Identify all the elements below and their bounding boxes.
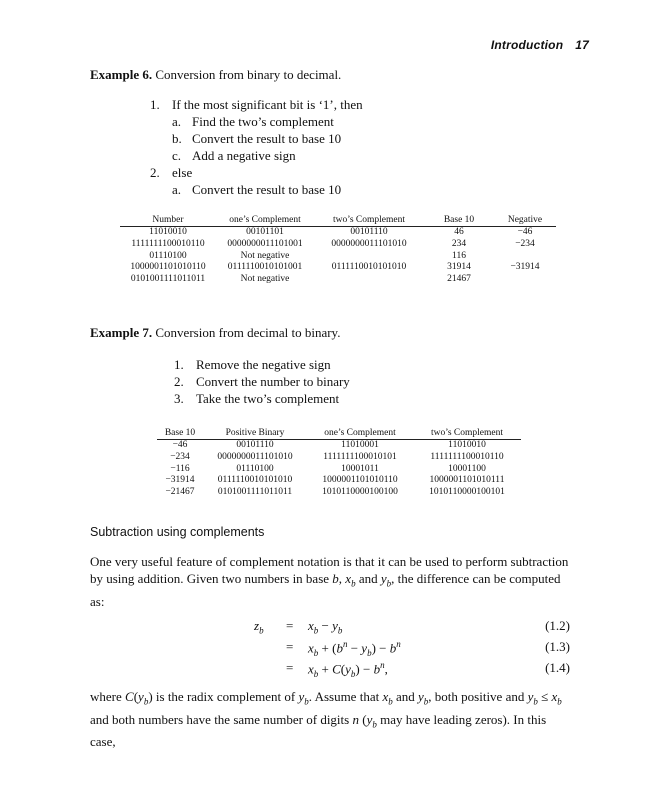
paragraph-continuation: where $C(y_b)$ is the radix complement of $y_b$. Assume that $x_b$ and $y_b$, both positive and $y_b \le x_b$ and both numbers have the same number of digits n ($y_b$ may have leading zeros). In this case, xyxy=(90,689,562,750)
table-cell: −31914 xyxy=(165,475,195,486)
table-cell: 10001100 xyxy=(448,463,486,474)
table-row xyxy=(157,440,521,452)
decimal-to-binary-table xyxy=(157,428,521,499)
table-cell: 1000001101010110 xyxy=(130,262,206,273)
table-cell: 0000000011101001 xyxy=(227,238,303,249)
table-cell: 00101101 xyxy=(246,227,284,237)
table-cell: 1111111100010110 xyxy=(430,451,504,462)
table-cell: −116 xyxy=(170,463,190,474)
section-title: Subtraction using complements xyxy=(90,525,265,539)
example-6-title: Conversion from binary to decimal. xyxy=(155,67,342,82)
table-cell: −46 xyxy=(172,440,188,450)
table-cell xyxy=(314,274,424,286)
table-cell: 0101001111011011 xyxy=(130,274,206,285)
column-header: Base 10 xyxy=(157,428,203,440)
equation-equals: = xyxy=(286,618,294,633)
table-row xyxy=(157,475,521,487)
equation-number: (1.2) xyxy=(545,618,570,633)
equation-equals: = xyxy=(286,660,294,675)
step-item: c. Add a negative sign xyxy=(172,148,296,163)
table-row xyxy=(157,487,521,499)
table-cell: 10001011 xyxy=(341,463,379,474)
column-header: Base 10 xyxy=(424,215,494,227)
table-cell xyxy=(494,251,556,263)
table-cell: 1010110000100101 xyxy=(429,487,505,498)
step-item: 3. Take the two’s complement xyxy=(174,391,340,406)
step-item: a. Convert the result to base 10 xyxy=(172,182,342,197)
table-cell: 1111111100010110 xyxy=(131,238,205,249)
column-header: Positive Binary xyxy=(203,428,307,440)
table-header-row xyxy=(157,428,521,440)
table-row xyxy=(157,452,521,464)
column-header: Negative xyxy=(494,215,556,227)
table-row xyxy=(120,251,556,263)
table-row xyxy=(120,274,556,286)
column-header: Number xyxy=(120,215,216,227)
example-7-steps xyxy=(174,356,350,407)
column-header: two’s Complement xyxy=(413,428,521,440)
step-item: a. Find the two’s complement xyxy=(172,114,334,129)
example-6-label: Example 6. xyxy=(90,67,153,82)
table-cell: 0111110010101010 xyxy=(217,475,293,486)
table-cell: 01110100 xyxy=(236,463,274,474)
table-cell: 31914 xyxy=(447,262,471,273)
table-cell: −234 xyxy=(515,238,535,249)
equation-lhs: $z_b$ xyxy=(254,618,264,636)
table-cell: 0111110010101010 xyxy=(331,262,407,273)
table-cell: 46 xyxy=(454,227,464,237)
example-6-steps xyxy=(150,96,363,198)
table-cell: 11010001 xyxy=(341,440,379,450)
running-header xyxy=(491,38,589,52)
table-cell: Not negative xyxy=(240,250,290,261)
table-cell xyxy=(494,274,556,286)
table-cell: 00101110 xyxy=(350,227,388,237)
table-cell: −21467 xyxy=(165,487,195,498)
example-7-heading xyxy=(90,325,340,341)
paragraph-intro: One very useful feature of complement notation is that it can be used to perform subtraction by using addition. Given two numbers in base b, $x_b$ and $y_b$, the difference can be computed as: xyxy=(90,554,569,609)
table-cell: 11010010 xyxy=(149,227,187,237)
example-6-heading xyxy=(90,67,341,83)
equation-equals: = xyxy=(286,639,294,654)
table-cell: 21467 xyxy=(447,274,471,285)
table-row xyxy=(120,262,556,274)
table-cell: 116 xyxy=(452,250,466,261)
step-item: b. Convert the result to base 10 xyxy=(172,131,342,146)
page-number: 17 xyxy=(575,38,589,52)
equation-1-2: $x_b - y_b$ xyxy=(308,618,343,636)
table-cell: 00101110 xyxy=(236,440,274,450)
table-cell: Not negative xyxy=(240,274,290,285)
column-header: one’s Complement xyxy=(307,428,413,440)
example-7-label: Example 7. xyxy=(90,325,153,340)
table-row xyxy=(120,239,556,251)
table-cell: 0000000011101010 xyxy=(217,451,293,462)
chapter-title: Introduction xyxy=(490,38,564,52)
equation-1-3: $x_b + (b^n - y_b) - b^n$ xyxy=(308,639,401,658)
binary-to-decimal-table xyxy=(120,215,556,286)
step-item: 1. If the most significant bit is ‘1’, then xyxy=(150,97,363,112)
table-cell: −46 xyxy=(517,227,533,237)
table-cell: −31914 xyxy=(510,262,540,273)
table-cell: 1010110000100100 xyxy=(322,487,398,498)
table-row xyxy=(120,227,556,239)
equation-1-4: $x_b + C(y_b) - b^n$, xyxy=(308,660,388,679)
table-cell: 0101001111011011 xyxy=(217,487,293,498)
equation-number: (1.3) xyxy=(545,639,570,654)
step-item: 2. else xyxy=(150,165,193,180)
equation-number: (1.4) xyxy=(545,660,570,675)
table-row xyxy=(157,464,521,476)
table-header-row xyxy=(120,215,556,227)
table-cell: 01110100 xyxy=(149,250,187,261)
column-header: two’s Complement xyxy=(314,215,424,227)
example-7-title: Conversion from decimal to binary. xyxy=(155,325,341,340)
table-cell xyxy=(314,251,424,263)
table-cell: 234 xyxy=(451,238,467,249)
table-cell: 0000000011101010 xyxy=(331,238,407,249)
step-item: 1. Remove the negative sign xyxy=(174,357,331,372)
table-cell: 1111111100010101 xyxy=(323,451,397,462)
table-cell: 0111110010101001 xyxy=(227,262,303,273)
table-cell: 1000001101010110 xyxy=(322,475,398,486)
table-cell: 11010010 xyxy=(448,440,486,450)
table-cell: 1000001101010111 xyxy=(429,475,505,486)
step-item: 2. Convert the number to binary xyxy=(174,374,350,389)
column-header: one’s Complement xyxy=(216,215,314,227)
table-cell: −234 xyxy=(170,451,190,462)
